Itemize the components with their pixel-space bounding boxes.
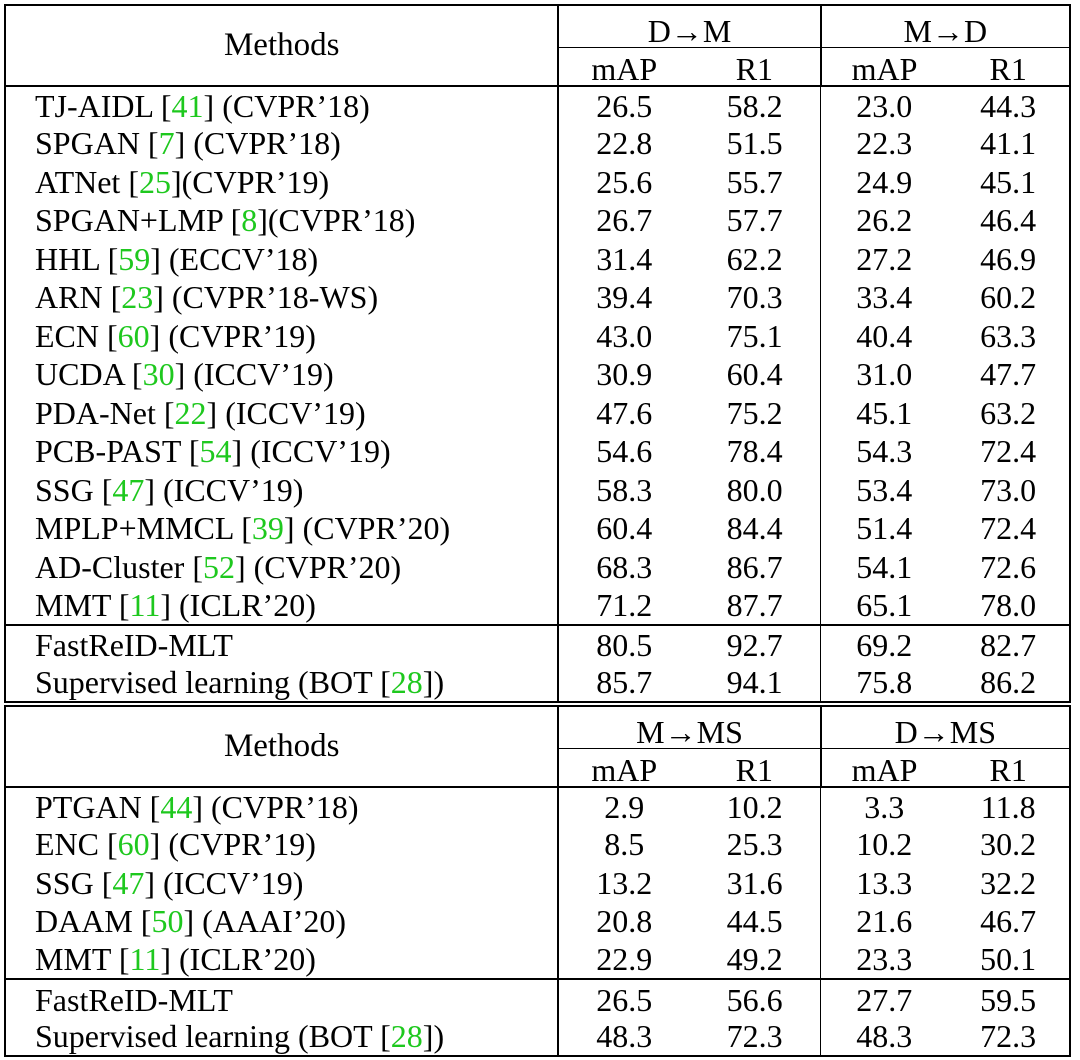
value-cell: 10.2 bbox=[856, 826, 913, 863]
citation-number: 8 bbox=[241, 202, 258, 239]
value-cell: 86.2 bbox=[947, 663, 1070, 702]
value-cell: 48.3 bbox=[821, 1018, 948, 1057]
method-venue: ] (CVPR’18-WS) bbox=[153, 279, 379, 316]
value-cell: 8.5 bbox=[604, 826, 645, 863]
method-venue: ] (CVPR’19) bbox=[149, 826, 316, 863]
method-cell bbox=[5, 163, 558, 202]
value-cell: 92.7 bbox=[689, 625, 821, 664]
table-row bbox=[5, 317, 1070, 356]
value-cell: 26.5 bbox=[558, 86, 689, 125]
method-cell bbox=[5, 663, 558, 702]
table-row bbox=[5, 355, 1070, 394]
table-row bbox=[5, 864, 1070, 903]
value-cell: 72.4 bbox=[947, 432, 1070, 471]
value-cell: 20.8 bbox=[596, 903, 653, 940]
method-venue: ] (CVPR’18) bbox=[203, 88, 370, 125]
method-name: DAAM [ bbox=[35, 903, 152, 940]
value-cell: 56.6 bbox=[689, 979, 821, 1018]
value-cell: 54.3 bbox=[856, 433, 913, 470]
value-cell: 41.1 bbox=[947, 124, 1070, 163]
method-venue: ]) bbox=[422, 663, 445, 700]
value-cell: 82.7 bbox=[947, 625, 1070, 664]
value-cell: 47.7 bbox=[947, 355, 1070, 394]
metric-header: mAP bbox=[821, 749, 948, 787]
table-row bbox=[5, 201, 1070, 240]
value-cell: 46.9 bbox=[947, 240, 1070, 279]
table-row bbox=[5, 548, 1070, 587]
results-table-msmt bbox=[4, 705, 1071, 1057]
value-cell: 60.2 bbox=[947, 278, 1070, 317]
value-cell: 86.7 bbox=[689, 548, 821, 587]
value-cell: 75.1 bbox=[689, 317, 821, 356]
value-cell: 45.1 bbox=[947, 163, 1070, 202]
method-cell bbox=[5, 586, 558, 625]
value-cell: 75.8 bbox=[821, 663, 948, 702]
metric-header: R1 bbox=[947, 749, 1070, 787]
methods-header: Methods bbox=[5, 706, 558, 787]
method-name: MPLP+MMCL [ bbox=[35, 510, 252, 547]
method-name: MMT [ bbox=[35, 941, 130, 978]
method-name: PCB-PAST [ bbox=[35, 433, 200, 470]
method-name: SPGAN [ bbox=[35, 125, 159, 162]
method-cell bbox=[5, 787, 558, 826]
value-cell: 68.3 bbox=[596, 548, 653, 585]
value-cell: 26.2 bbox=[856, 202, 913, 239]
metric-header: mAP bbox=[821, 48, 948, 86]
table-row bbox=[5, 124, 1070, 163]
metric-header: mAP bbox=[558, 749, 689, 787]
method-venue: ] (ECCV’18) bbox=[150, 240, 319, 277]
value-cell: 49.2 bbox=[689, 941, 821, 980]
method-name: FastReID-MLT bbox=[35, 981, 233, 1018]
table-row bbox=[5, 86, 1070, 125]
table-footer bbox=[5, 979, 1070, 1056]
method-venue: ] (AAAI’20) bbox=[183, 903, 347, 940]
value-cell: 84.4 bbox=[689, 509, 821, 548]
method-venue: ] (ICLR’20) bbox=[160, 586, 316, 623]
value-cell: 10.2 bbox=[689, 787, 821, 826]
citation-number: 60 bbox=[117, 826, 150, 863]
citation-number: 44 bbox=[160, 789, 193, 826]
table-row bbox=[5, 163, 1070, 202]
method-venue: ] (CVPR’20) bbox=[234, 548, 402, 585]
value-cell: 78.4 bbox=[689, 432, 821, 471]
value-cell: 31.6 bbox=[689, 864, 821, 903]
footer-row bbox=[5, 979, 1070, 1018]
value-cell: 22.3 bbox=[856, 125, 913, 162]
method-cell bbox=[5, 201, 558, 240]
citation-number: 39 bbox=[251, 510, 284, 547]
methods-header: Methods bbox=[5, 5, 558, 86]
value-cell: 58.2 bbox=[689, 86, 821, 125]
value-cell: 13.2 bbox=[596, 864, 653, 901]
citation-number: 41 bbox=[171, 88, 204, 125]
table-row bbox=[5, 278, 1070, 317]
value-cell: 45.1 bbox=[856, 394, 913, 431]
value-cell: 25.3 bbox=[689, 825, 821, 864]
table-row bbox=[5, 586, 1070, 625]
method-cell bbox=[5, 278, 558, 317]
method-name: SSG [ bbox=[35, 864, 113, 901]
method-cell bbox=[5, 240, 558, 279]
method-name: SPGAN+LMP [ bbox=[35, 202, 242, 239]
citation-number: 28 bbox=[390, 1018, 423, 1055]
method-venue: ]) bbox=[422, 1018, 445, 1055]
value-cell: 57.7 bbox=[689, 201, 821, 240]
value-cell: 46.4 bbox=[947, 201, 1070, 240]
method-venue: ] (ICCV’19) bbox=[231, 433, 391, 470]
value-cell: 23.3 bbox=[856, 941, 913, 978]
value-cell: 26.7 bbox=[596, 202, 653, 239]
method-venue: ] (ICCV’19) bbox=[144, 471, 304, 508]
value-cell: 11.8 bbox=[947, 787, 1070, 826]
value-cell: 72.3 bbox=[947, 1018, 1070, 1057]
method-name: ARN [ bbox=[35, 279, 122, 316]
method-name: PDA-Net [ bbox=[35, 394, 175, 431]
citation-number: 47 bbox=[112, 471, 145, 508]
method-venue: ] (ICLR’20) bbox=[160, 941, 316, 978]
method-name: ECN [ bbox=[35, 317, 118, 354]
value-cell: 63.2 bbox=[947, 394, 1070, 433]
table-row bbox=[5, 240, 1070, 279]
table-row bbox=[5, 394, 1070, 433]
metric-header: R1 bbox=[689, 48, 821, 86]
value-cell: 22.8 bbox=[596, 125, 653, 162]
method-venue: ] (ICCV’19) bbox=[144, 864, 304, 901]
value-cell: 50.1 bbox=[947, 941, 1070, 980]
value-cell: 22.9 bbox=[596, 941, 653, 978]
method-name: FastReID-MLT bbox=[35, 627, 233, 664]
table-row bbox=[5, 509, 1070, 548]
value-cell: 73.0 bbox=[947, 471, 1070, 510]
value-cell: 39.4 bbox=[596, 279, 653, 316]
method-cell bbox=[5, 317, 558, 356]
citation-number: 50 bbox=[151, 903, 184, 940]
method-cell bbox=[5, 979, 558, 1018]
value-cell: 40.4 bbox=[856, 317, 913, 354]
value-cell: 94.1 bbox=[689, 663, 821, 702]
group-header: M→MS bbox=[558, 706, 820, 749]
value-cell: 62.2 bbox=[689, 240, 821, 279]
method-name: AD-Cluster [ bbox=[35, 548, 203, 585]
group-header: D→MS bbox=[821, 706, 1070, 749]
method-venue: ] (CVPR’18) bbox=[192, 789, 359, 826]
method-venue: ] (ICCV’19) bbox=[206, 394, 366, 431]
table-body bbox=[5, 86, 1070, 625]
method-cell bbox=[5, 625, 558, 664]
method-name: ATNet [ bbox=[35, 163, 139, 200]
citation-number: 60 bbox=[117, 317, 150, 354]
group-header: D→M bbox=[558, 5, 820, 48]
citation-number: 59 bbox=[118, 240, 151, 277]
value-cell: 46.7 bbox=[947, 902, 1070, 941]
citation-number: 52 bbox=[202, 548, 235, 585]
method-cell bbox=[5, 864, 558, 903]
value-cell: 30.2 bbox=[947, 825, 1070, 864]
method-venue: ](CVPR’18) bbox=[257, 202, 416, 239]
method-cell bbox=[5, 902, 558, 941]
citation-number: 23 bbox=[121, 279, 154, 316]
citation-number: 54 bbox=[199, 433, 232, 470]
metric-header: R1 bbox=[689, 749, 821, 787]
metric-header: R1 bbox=[947, 48, 1070, 86]
value-cell: 87.7 bbox=[689, 586, 821, 625]
method-name: PTGAN [ bbox=[35, 789, 161, 826]
method-cell bbox=[5, 86, 558, 125]
method-venue: ](CVPR’19) bbox=[170, 163, 330, 200]
method-cell bbox=[5, 432, 558, 471]
results-table-market-duke bbox=[4, 4, 1071, 703]
method-cell bbox=[5, 471, 558, 510]
value-cell: 85.7 bbox=[558, 663, 689, 702]
citation-number: 47 bbox=[112, 864, 145, 901]
group-header: M→D bbox=[821, 5, 1070, 48]
method-name: ENC [ bbox=[35, 826, 118, 863]
value-cell: 44.5 bbox=[689, 902, 821, 941]
table-row bbox=[5, 825, 1070, 864]
citation-number: 25 bbox=[138, 163, 171, 200]
method-cell bbox=[5, 124, 558, 163]
footer-row bbox=[5, 625, 1070, 664]
citation-number: 30 bbox=[142, 356, 175, 393]
value-cell: 54.1 bbox=[856, 548, 913, 585]
method-venue: ] (CVPR’20) bbox=[283, 510, 451, 547]
value-cell: 33.4 bbox=[856, 279, 913, 316]
method-name: HHL [ bbox=[35, 240, 119, 277]
footer-row bbox=[5, 663, 1070, 702]
metric-header: mAP bbox=[558, 48, 689, 86]
value-cell: 63.3 bbox=[947, 317, 1070, 356]
method-cell bbox=[5, 548, 558, 587]
value-cell: 23.0 bbox=[821, 86, 948, 125]
value-cell: 69.2 bbox=[821, 625, 948, 664]
value-cell: 24.9 bbox=[856, 163, 913, 200]
value-cell: 21.6 bbox=[856, 903, 913, 940]
value-cell: 78.0 bbox=[947, 586, 1070, 625]
table-row bbox=[5, 941, 1070, 980]
value-cell: 2.9 bbox=[558, 787, 689, 826]
value-cell: 65.1 bbox=[856, 586, 913, 623]
value-cell: 54.6 bbox=[596, 433, 653, 470]
value-cell: 58.3 bbox=[596, 471, 653, 508]
value-cell: 26.5 bbox=[558, 979, 689, 1018]
table-body bbox=[5, 787, 1070, 980]
method-name: MMT [ bbox=[35, 586, 130, 623]
value-cell: 44.3 bbox=[947, 86, 1070, 125]
method-cell bbox=[5, 509, 558, 548]
value-cell: 55.7 bbox=[689, 163, 821, 202]
table-row bbox=[5, 902, 1070, 941]
method-name: Supervised learning (BOT [ bbox=[35, 663, 391, 700]
method-cell bbox=[5, 941, 558, 980]
value-cell: 31.4 bbox=[596, 240, 653, 277]
value-cell: 80.5 bbox=[558, 625, 689, 664]
method-venue: ] (ICCV’19) bbox=[174, 356, 334, 393]
value-cell: 71.2 bbox=[596, 586, 653, 623]
value-cell: 47.6 bbox=[596, 394, 653, 431]
value-cell: 72.4 bbox=[947, 509, 1070, 548]
value-cell: 59.5 bbox=[947, 979, 1070, 1018]
value-cell: 70.3 bbox=[689, 278, 821, 317]
value-cell: 48.3 bbox=[558, 1018, 689, 1057]
value-cell: 32.2 bbox=[947, 864, 1070, 903]
method-cell bbox=[5, 394, 558, 433]
method-venue: ] (CVPR’19) bbox=[149, 317, 316, 354]
method-name: UCDA [ bbox=[35, 356, 143, 393]
value-cell: 51.4 bbox=[856, 510, 913, 547]
value-cell: 72.6 bbox=[947, 548, 1070, 587]
value-cell: 3.3 bbox=[821, 787, 948, 826]
value-cell: 72.3 bbox=[689, 1018, 821, 1057]
footer-row bbox=[5, 1018, 1070, 1057]
value-cell: 27.7 bbox=[821, 979, 948, 1018]
value-cell: 31.0 bbox=[856, 356, 913, 393]
method-name: SSG [ bbox=[35, 471, 113, 508]
table-row bbox=[5, 787, 1070, 826]
value-cell: 51.5 bbox=[689, 124, 821, 163]
table-footer bbox=[5, 625, 1070, 702]
value-cell: 30.9 bbox=[596, 356, 653, 393]
citation-number: 11 bbox=[129, 586, 161, 623]
value-cell: 25.6 bbox=[596, 163, 653, 200]
value-cell: 43.0 bbox=[596, 317, 653, 354]
value-cell: 80.0 bbox=[689, 471, 821, 510]
method-name: Supervised learning (BOT [ bbox=[35, 1018, 391, 1055]
value-cell: 60.4 bbox=[689, 355, 821, 394]
value-cell: 75.2 bbox=[689, 394, 821, 433]
citation-number: 28 bbox=[390, 663, 423, 700]
citation-number: 22 bbox=[174, 394, 207, 431]
method-cell bbox=[5, 1018, 558, 1057]
method-venue: ] (CVPR’18) bbox=[174, 125, 341, 162]
method-cell bbox=[5, 825, 558, 864]
value-cell: 13.3 bbox=[856, 864, 913, 901]
value-cell: 27.2 bbox=[856, 240, 913, 277]
value-cell: 60.4 bbox=[596, 510, 653, 547]
citation-number: 7 bbox=[158, 125, 175, 162]
value-cell: 53.4 bbox=[856, 471, 913, 508]
table-row bbox=[5, 471, 1070, 510]
table-row bbox=[5, 432, 1070, 471]
citation-number: 11 bbox=[129, 941, 161, 978]
method-cell bbox=[5, 355, 558, 394]
method-name: TJ-AIDL [ bbox=[35, 88, 172, 125]
